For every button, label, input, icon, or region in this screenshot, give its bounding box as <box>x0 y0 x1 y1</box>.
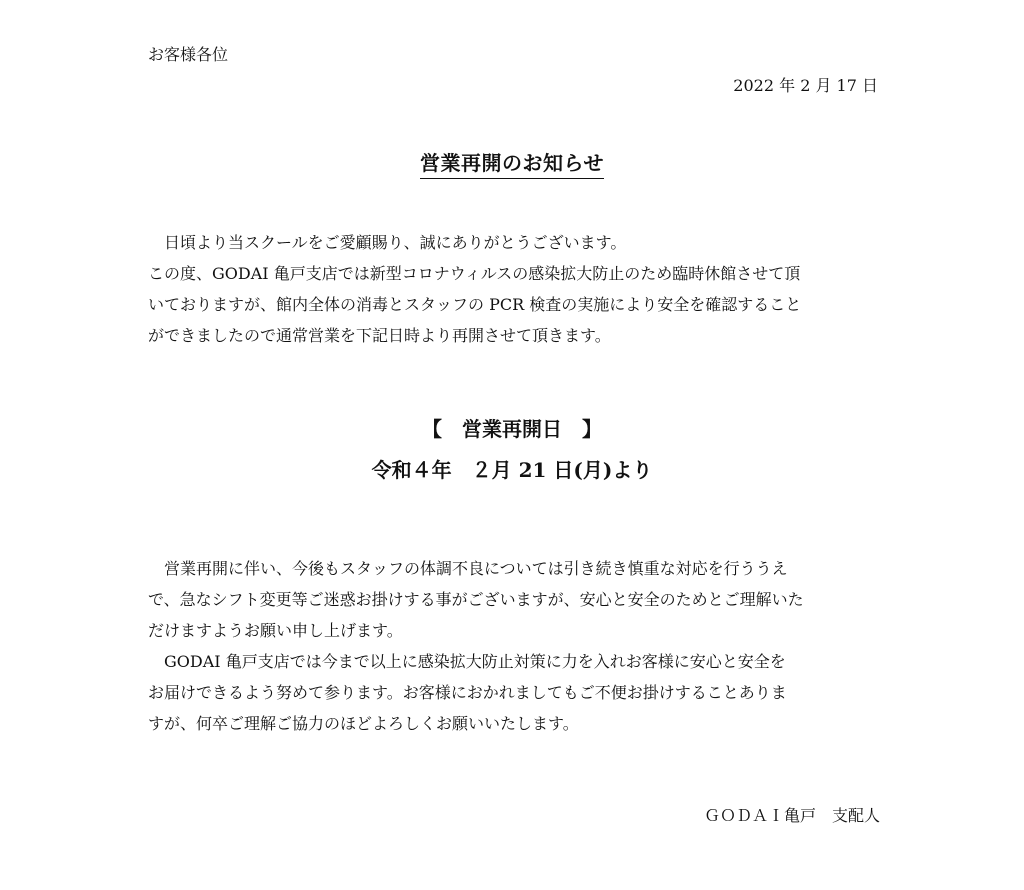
reopen-heading: 【 営業再開日 】 <box>422 417 602 441</box>
closing-line: GODAI 亀戸支店では今まで以上に感染拡大防止対策に力を入れお客様に安心と安全を <box>148 652 786 671</box>
intro-line: ができましたので通常営業を下記日時より再開させて頂きます。 <box>148 326 611 345</box>
closing-line: だけますようお願い申し上げます。 <box>148 621 403 640</box>
closing-line: で、急なシフト変更等ご迷惑お掛けする事がございますが、安心と安全のためとご理解いた <box>148 590 804 609</box>
closing-line: 営業再開に伴い、今後もスタッフの体調不良については引き続き慎重な対応を行ううえ <box>148 559 788 578</box>
notice-title-container <box>0 150 1024 179</box>
notice-date: 2022 年 2 月 17 日 <box>733 76 878 95</box>
closing-line: すが、何卒ご理解ご協力のほどよろしくお願いいたします。 <box>148 714 579 733</box>
salutation: お客様各位 <box>148 45 229 64</box>
intro-line: この度、GODAI 亀戸支店では新型コロナウィルスの感染拡大防止のため臨時休館させて頂 <box>148 264 801 283</box>
notice-title: 営業再開のお知らせ <box>420 150 604 179</box>
intro-line: いておりますが、館内全体の消毒とスタッフの PCR 検査の実施により安全を確認すること <box>148 295 802 314</box>
intro-paragraph <box>148 227 880 351</box>
signature: ＧＯＤＡＩ亀戸 支配人 <box>703 806 880 825</box>
intro-line: 日頃より当スクールをご愛顧賜り、誠にありがとうございます。 <box>148 233 627 252</box>
closing-paragraph <box>148 553 880 739</box>
closing-line: お届けできるよう努めて参ります。お客様におかれましてもご不便お掛けすることありま <box>148 683 787 702</box>
reopen-date: 令和４年 ２月 21 日(月)より <box>371 458 653 482</box>
